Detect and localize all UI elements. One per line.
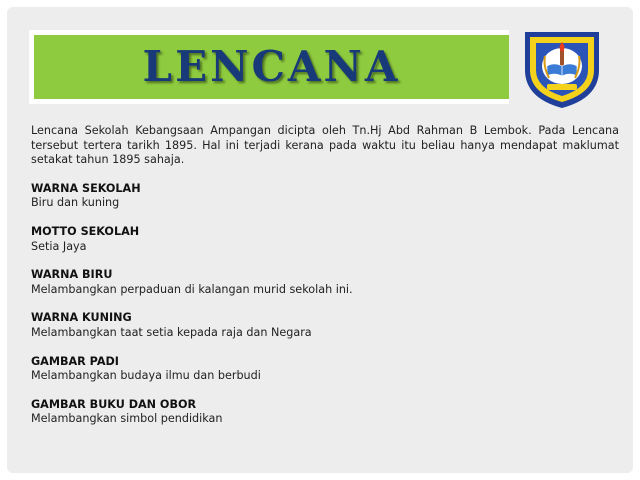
section-body: Melambangkan perpaduan di kalangan murid sekolah ini. xyxy=(31,282,353,296)
section-heading: GAMBAR PADI xyxy=(31,354,119,368)
section-warna-sekolah xyxy=(31,182,619,211)
section-body: Setia Jaya xyxy=(31,239,87,253)
section-heading: MOTTO SEKOLAH xyxy=(31,224,140,238)
section-gambar-buku-obor xyxy=(31,398,619,427)
section-body: Melambangkan taat setia kepada raja dan Negara xyxy=(31,325,312,339)
section-warna-kuning xyxy=(31,311,619,340)
section-heading: GAMBAR BUKU DAN OBOR xyxy=(31,397,197,411)
title-bar xyxy=(29,30,509,104)
content-area xyxy=(31,124,619,441)
intro-paragraph: Lencana Sekolah Kebangsaan Ampangan dicipta oleh Tn.Hj Abd Rahman B Lembok. Pada Lencana tersebut tertera tarikh 1895. Hal ini terjadi kerana pada waktu itu beliau hanya mendapat maklumat setakat tahun 1895 sahaja. xyxy=(31,124,619,167)
school-crest-icon xyxy=(519,26,605,112)
section-heading: WARNA KUNING xyxy=(31,311,132,325)
section-motto-sekolah xyxy=(31,225,619,254)
section-warna-biru xyxy=(31,268,619,297)
section-heading: WARNA BIRU xyxy=(31,268,113,282)
slide xyxy=(7,7,633,473)
page-title: LENCANA xyxy=(142,42,401,91)
section-heading: WARNA SEKOLAH xyxy=(31,181,141,195)
title-bar-fill xyxy=(34,35,509,99)
section-body: Biru dan kuning xyxy=(31,196,120,210)
section-body: Melambangkan simbol pendidikan xyxy=(31,412,223,426)
section-gambar-padi xyxy=(31,355,619,384)
section-body: Melambangkan budaya ilmu dan berbudi xyxy=(31,369,261,383)
